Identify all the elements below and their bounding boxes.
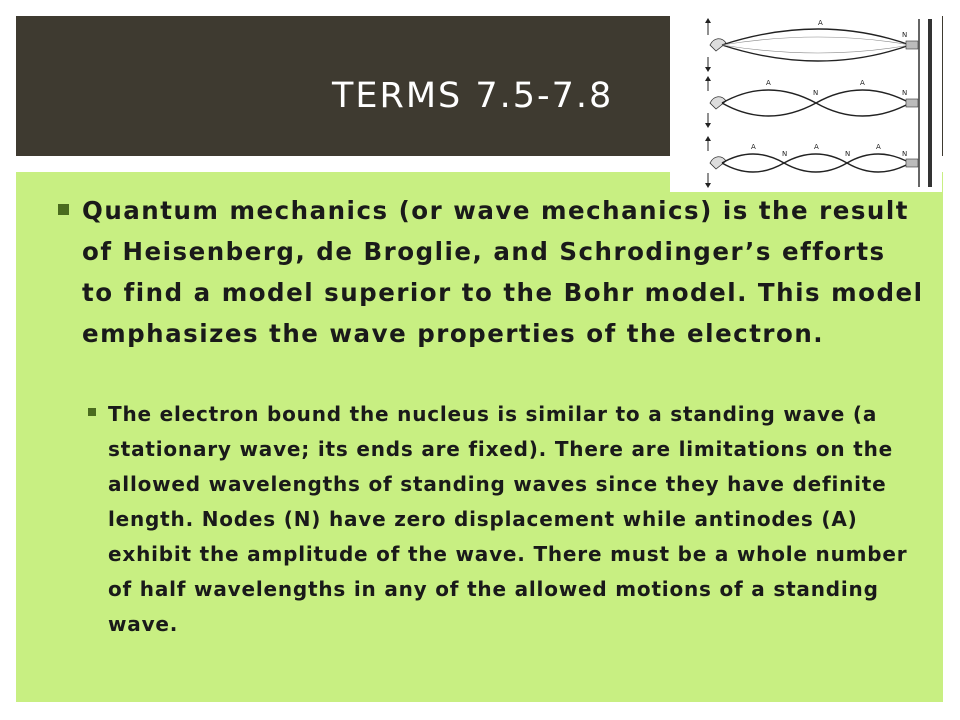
node-label: N <box>845 150 851 158</box>
node-label: N <box>782 150 788 158</box>
sub-bullet-square-icon <box>88 408 96 416</box>
antinode-label: A <box>860 79 865 87</box>
node-label: N <box>902 150 908 158</box>
wave-row-2 <box>705 76 918 128</box>
wave-row-1 <box>705 18 918 72</box>
antinode-label: A <box>818 19 823 27</box>
node-label: N <box>813 89 819 97</box>
wave-row-3 <box>705 136 918 188</box>
antinode-label: A <box>814 143 819 151</box>
bullet-sub <box>86 397 916 642</box>
node-label: N <box>902 31 908 39</box>
fixed-end-wall <box>928 19 932 187</box>
antinode-label: A <box>751 143 756 151</box>
standing-wave-diagram <box>670 15 942 192</box>
bullet-main <box>56 190 926 354</box>
bullet-main-text: Quantum mechanics (or wave mechanics) is the result of Heisenberg, de Broglie, and Schrodinger’s efforts to find a model superior to the Bohr model. This model emphasizes the wave properties of the electron. <box>82 196 924 348</box>
antinode-label: A <box>766 79 771 87</box>
slide-title: TERMS 7.5-7.8 <box>332 76 614 116</box>
bullet-square-icon <box>58 204 69 215</box>
bullet-sub-text: The electron bound the nucleus is similar to a standing wave (a stationary wave; its ends are fixed). There are limitations on the allowed wavelengths of standing waves since they have definite length. Nodes (N) have zero displacement while antinodes (A) exhibit the amplitude of the wave. There must be a whole number of half wavelengths in any of the allowed motions of a standing wave. <box>108 402 908 636</box>
node-label: N <box>902 89 908 97</box>
standing-wave-figure <box>670 15 942 192</box>
antinode-label: A <box>876 143 881 151</box>
